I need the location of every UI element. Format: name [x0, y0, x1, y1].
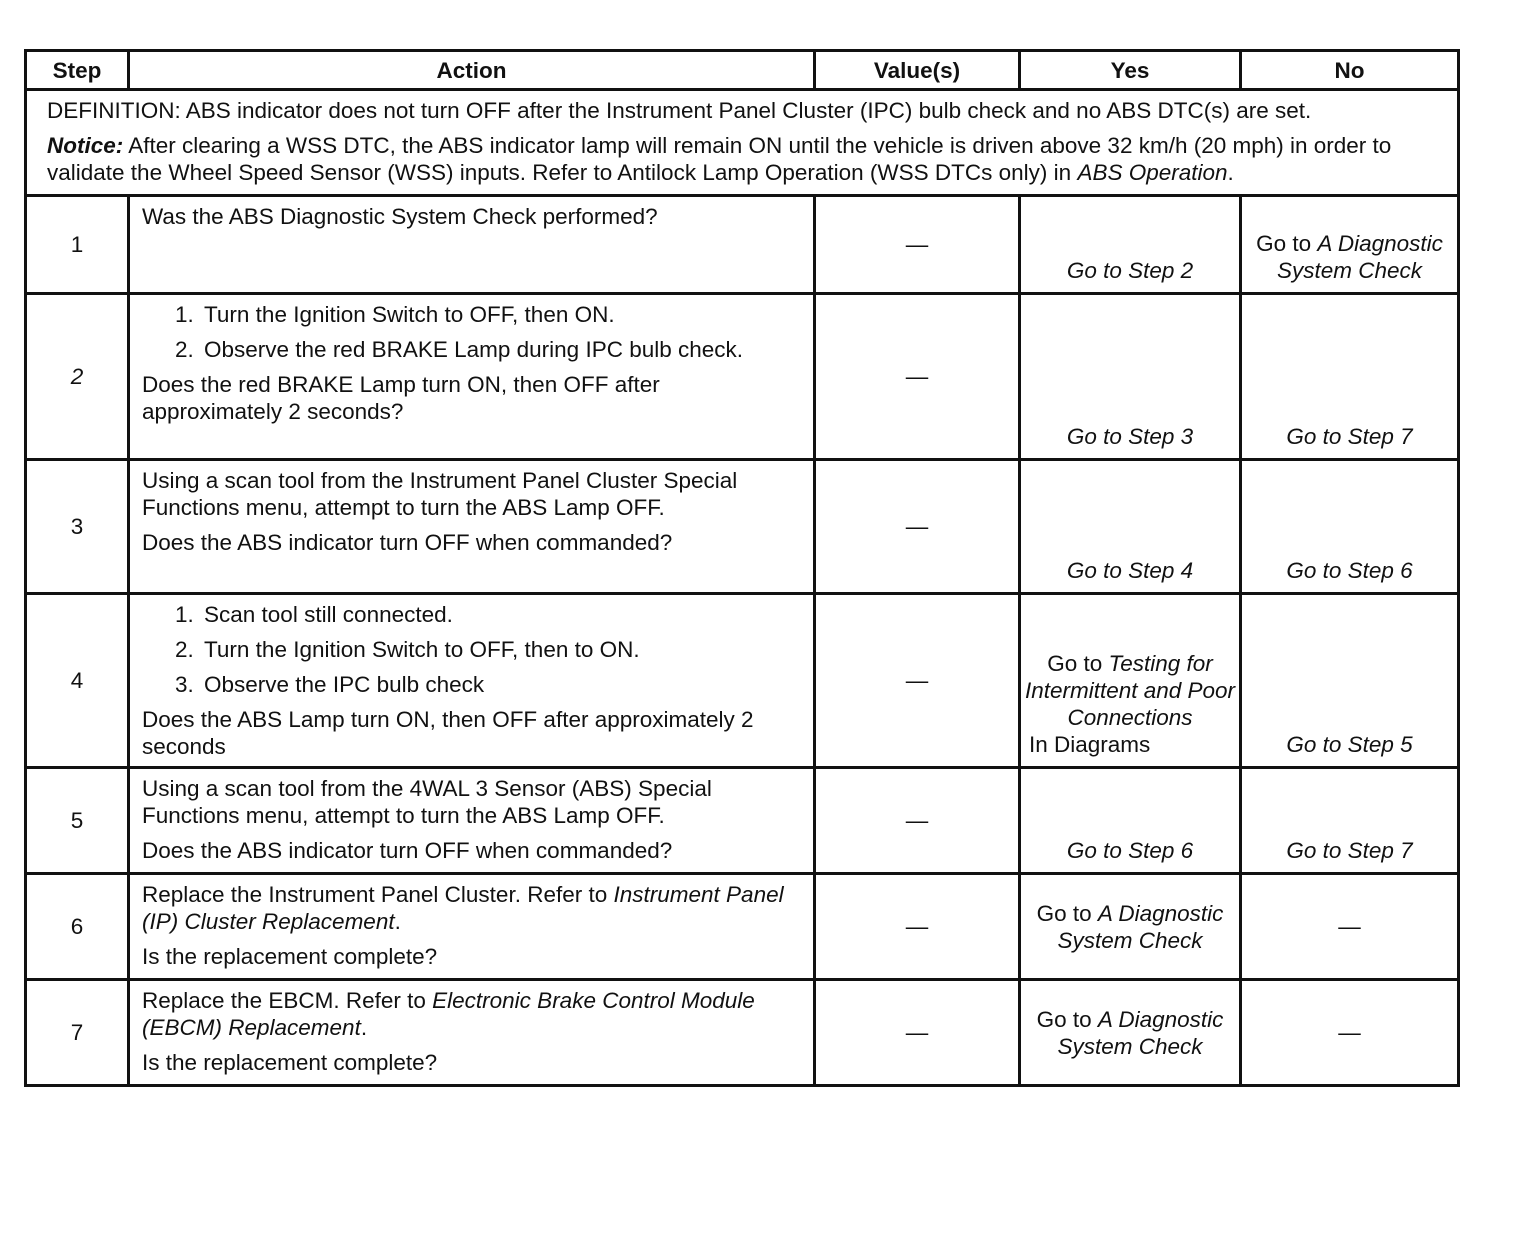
- no-prefix: Go to: [1256, 231, 1318, 256]
- action-question: Is the replacement complete?: [142, 944, 438, 969]
- no-cell: —: [1241, 874, 1459, 980]
- header-action: Action: [129, 51, 815, 90]
- substep-item: 1. Turn the Ignition Switch to OFF, then ON.: [200, 301, 803, 328]
- action-cell: [129, 594, 815, 768]
- intro-ref: Electronic Brake Control Module (EBCM) Replacement: [142, 988, 755, 1040]
- notice-paragraph: [47, 132, 1447, 186]
- definition-text: DEFINITION: ABS indicator does not turn OFF after the Instrument Panel Cluster (IPC) bulb check and no ABS DTC(s) are set.: [47, 98, 1312, 123]
- value-cell: —: [815, 874, 1020, 980]
- substep-list: [142, 301, 803, 363]
- value-cell: —: [815, 768, 1020, 874]
- action-intro: Using a scan tool from the 4WAL 3 Sensor (ABS) Special Functions menu, attempt to turn the ABS Lamp OFF.: [142, 776, 712, 828]
- intro-prefix: Replace the EBCM. Refer to: [142, 988, 433, 1013]
- action-question: Does the ABS Lamp turn ON, then OFF after approximately 2 seconds: [142, 707, 754, 759]
- action-question: Does the red BRAKE Lamp turn ON, then OFF after approximately 2 seconds?: [142, 372, 660, 424]
- header-values: Value(s): [815, 51, 1020, 90]
- no-cell: Go to Step 6: [1241, 460, 1459, 594]
- step-number: 7: [26, 980, 129, 1086]
- substep-item: 2. Observe the red BRAKE Lamp during IPC bulb check.: [200, 336, 803, 363]
- action-question: Does the ABS indicator turn OFF when commanded?: [142, 838, 673, 863]
- action-intro: [142, 881, 803, 935]
- step-number: 3: [26, 460, 129, 594]
- definition-row: [26, 90, 1459, 196]
- table-row: [26, 874, 1459, 980]
- yes-ref: Testing for Intermittent and Poor Connections: [1024, 651, 1236, 730]
- yes-prefix: Go to: [1036, 1006, 1098, 1032]
- yes-cell: [1020, 594, 1241, 768]
- action-cell: [129, 294, 815, 460]
- substep-item: 1. Scan tool still connected.: [200, 601, 803, 628]
- yes-cell: Go to Step 3: [1020, 294, 1241, 460]
- yes-cell: [1020, 980, 1241, 1086]
- intro-prefix: Replace the Instrument Panel Cluster. Refer to: [142, 882, 614, 907]
- action-cell: [129, 460, 815, 594]
- notice-ref: ABS Operation: [1077, 160, 1228, 185]
- step-number: 1: [26, 196, 129, 294]
- yes-cell: [1020, 874, 1241, 980]
- table-row: [26, 294, 1459, 460]
- action-question: Was the ABS Diagnostic System Check performed?: [142, 204, 658, 229]
- no-cell: Go to Step 7: [1241, 768, 1459, 874]
- no-cell: [1241, 196, 1459, 294]
- header-no: No: [1241, 51, 1459, 90]
- intro-ref: Instrument Panel (IP) Cluster Replacement: [142, 882, 784, 934]
- value-cell: —: [815, 980, 1020, 1086]
- step-number: 6: [26, 874, 129, 980]
- yes-cell: Go to Step 6: [1020, 768, 1241, 874]
- yes-suffix: In Diagrams: [1029, 732, 1151, 757]
- action-cell: [129, 768, 815, 874]
- table-row: [26, 980, 1459, 1086]
- action-intro: [142, 987, 803, 1041]
- intro-end: .: [360, 1015, 368, 1040]
- yes-ref: A Diagnostic System Check: [1057, 900, 1224, 953]
- no-cell: Go to Step 7: [1241, 294, 1459, 460]
- action-question: Does the ABS indicator turn OFF when commanded?: [142, 530, 673, 555]
- yes-ref: A Diagnostic System Check: [1057, 1006, 1224, 1059]
- no-cell: —: [1241, 980, 1459, 1086]
- yes-prefix: Go to: [1047, 651, 1109, 676]
- definition-cell: [26, 90, 1459, 196]
- substep-list: [142, 601, 803, 698]
- value-cell: —: [815, 196, 1020, 294]
- yes-cell: Go to Step 2: [1020, 196, 1241, 294]
- action-cell: [129, 980, 815, 1086]
- no-ref: A Diagnostic System Check: [1276, 231, 1443, 283]
- yes-cell: Go to Step 4: [1020, 460, 1241, 594]
- table-row: [26, 594, 1459, 768]
- value-cell: —: [815, 294, 1020, 460]
- action-intro: Using a scan tool from the Instrument Panel Cluster Special Functions menu, attempt to turn the ABS Lamp OFF.: [142, 468, 738, 520]
- no-cell: Go to Step 5: [1241, 594, 1459, 768]
- notice-text: After clearing a WSS DTC, the ABS indicator lamp will remain ON until the vehicle is driven above 32 km/h (20 mph) in order to validate the Wheel Speed Sensor (WSS) inputs. Refer to Antilock Lamp Operation (WSS DTCs only) in: [47, 133, 1392, 185]
- header-yes: Yes: [1020, 51, 1241, 90]
- yes-prefix: Go to: [1036, 900, 1098, 926]
- action-cell: [129, 196, 815, 294]
- table-row: [26, 196, 1459, 294]
- value-cell: —: [815, 594, 1020, 768]
- notice-end: .: [1227, 160, 1234, 185]
- step-number: 4: [26, 594, 129, 768]
- substep-item: 2. Turn the Ignition Switch to OFF, then to ON.: [200, 636, 803, 663]
- step-number: 5: [26, 768, 129, 874]
- action-cell: [129, 874, 815, 980]
- substep-item: 3. Observe the IPC bulb check: [200, 671, 803, 698]
- table-row: [26, 460, 1459, 594]
- step-number: 2: [26, 294, 129, 460]
- table-row: [26, 768, 1459, 874]
- action-question: Is the replacement complete?: [142, 1050, 438, 1075]
- header-step: Step: [26, 51, 129, 90]
- intro-end: .: [394, 909, 401, 934]
- value-cell: —: [815, 460, 1020, 594]
- notice-label: Notice:: [47, 133, 124, 158]
- header-row: [26, 51, 1459, 90]
- diagnostic-table: [24, 49, 1460, 1087]
